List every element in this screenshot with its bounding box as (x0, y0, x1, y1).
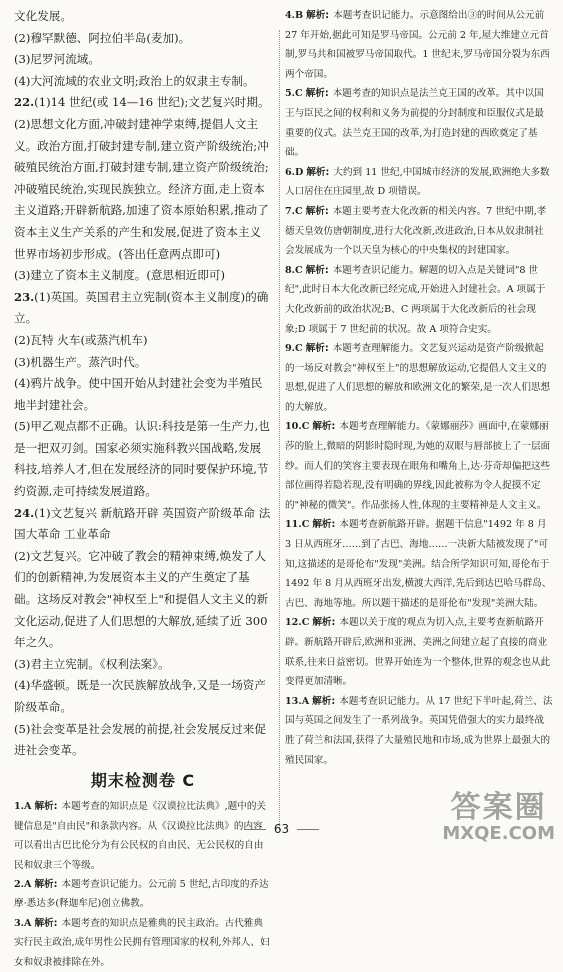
question-number: 2. (14, 879, 25, 890)
answer-text: (4)华盛顿。既是一次民族解放战争,又是一场资产阶级革命。 (14, 678, 266, 714)
analysis-label: 解析: (312, 695, 336, 707)
answer-text: (2)文艺复兴。它冲破了教会的精神束缚,焕发了人们的创新精神,为发展资本主义的产生奠定了基础。这场反对教会"神权至上"和提倡人文主义的新文化运动,促进了人们思想的大解放,延续了近 300 年之久。 (14, 548, 269, 650)
answer-letter: B (295, 10, 304, 21)
analysis-text: 大约到 11 世纪,中国城市经济的发展,欧洲绝大多数人口居住在庄园里,故 D 项错误。 (285, 166, 550, 198)
answer-text: (3)建立了资本主义制度。(意思相近即可) (14, 268, 225, 283)
answer-text: (5)甲乙观点都不正确。认识:科技是第一生产力,也是一把双刃剑。国家必须实施科教兴国战略,发展科技,培养人才,但在发展经济的同时要保护环境,节约资源,走可持续发展道路。 (14, 419, 270, 499)
answer-text: (1)文艺复兴 新航路开辟 英国资产阶级革命 法国大革命 工业革命 (14, 505, 271, 542)
answer-item (285, 339, 553, 417)
analysis-label: 解析: (305, 343, 329, 355)
analysis-text: 本题考查识记能力。从 17 世纪下半叶起,荷兰、法国与英国之间发生了一系列战争。英国凭借强大的实力最终战胜了荷兰和法国,获得了大量殖民地和市场,成为世界上最强大的殖民国家。 (285, 695, 553, 766)
right-column (285, 6, 553, 770)
answer-letter: C (301, 617, 310, 629)
analysis-label: 解析: (312, 617, 336, 629)
footer-rule (297, 829, 319, 830)
answer-letter: C (301, 421, 310, 433)
answer-text: (2)思想文化方面,冲破封建神学束缚,提倡人文主义。政治方面,打破封建专制,建立资产阶级统治;冲破殖民统治方面,打破封建专制,建立资产阶级统治;冲破殖民统治,实现民族独立。经济方面,走上资本主义道路;开辟新航路,加速了资本原始积累,推动了资本主义生产关系的产生和发展,促进了资本主义世界市场初步形成。(答出任意两点即可) (14, 116, 269, 261)
question-number: 8. (285, 264, 296, 276)
answer-item (285, 692, 553, 770)
question-number: 22. (14, 95, 35, 110)
question-number: 9. (285, 343, 296, 355)
answer-text: (3)君主立宪制。《权利法案》。 (14, 656, 170, 671)
answer-item (285, 202, 553, 261)
answer-item (285, 417, 553, 515)
answer-item (14, 875, 272, 914)
watermark-url: MXQE.COM (442, 823, 555, 844)
question-number: 11. (285, 519, 302, 531)
column-divider (279, 30, 280, 830)
answer-letter: C (301, 519, 310, 531)
question-23 (14, 287, 272, 330)
question-number: 5. (285, 88, 296, 100)
answer-letter: C (295, 88, 303, 100)
answer-item (285, 84, 553, 162)
question-24 (14, 503, 272, 546)
watermark-text: 答案圈 (450, 790, 547, 825)
question-number: 6. (285, 166, 296, 178)
answer-item (14, 797, 272, 875)
question-number: 13. (285, 695, 302, 707)
analysis-text: 本题考查的知识点是雅典的民主政治。古代雅典实行民主政治,成年男性公民拥有管理国家的权利,外邦人、妇女和奴隶被排除在外。 (14, 917, 270, 968)
analysis-label: 解析: (305, 205, 329, 217)
analysis-label: 解析: (305, 264, 329, 276)
analysis-label: 解析: (305, 88, 329, 100)
analysis-text: 本题考查新航路开辟。据题干信息"1492 年 8 月 3 日从西班牙……到了古巴、海地……一决新大陆被发现了"可知,这描述的是哥伦布"发现"美洲。结合所学知识可知,哥伦布于 1492 年 8 月从西班牙出发,横渡大西洋,先后到达巴哈马群岛、古巴、海地等地。所以题干描述的是哥伦布"发现"美洲大陆。 (285, 519, 552, 609)
question-number: 1. (14, 801, 25, 813)
footer-rule (244, 829, 266, 830)
answer-item (285, 6, 553, 84)
answer-text: (4)鸦片战争。使中国开始从封建社会变为半殖民地半封建社会。 (14, 376, 263, 412)
analysis-label: 解析: (312, 519, 336, 531)
analysis-text: 本题考查识记能力。公元前 5 世纪,古印度的乔达摩·悉达多(释迦牟尼)创立佛教。 (14, 879, 269, 910)
answer-item (285, 515, 553, 613)
page-number: 63 (273, 822, 290, 836)
answer-text: (2)瓦特 火车(或蒸汽机车) (14, 332, 148, 347)
question-number: 7. (285, 205, 296, 217)
analysis-text: 本题以关于度的观点为切入点,主要考查新航路开辟。新航路开辟后,欧洲和亚洲、美洲之间建立起了直接的商业联系,往来日益密切。世界开始连为一个整体,世界的观念也从此变得更加清晰。 (285, 617, 551, 688)
analysis-text: 本题考查的知识点是《汉谟拉比法典》,题中的关键信息是"自由民"和条款内容。从《汉谟拉比法典》的内容可以看出古巴比伦分为有公民权的自由民、无公民权的自由民和奴隶三个等级。 (14, 801, 267, 871)
watermark-logo (442, 792, 555, 844)
analysis-label: 解析: (306, 166, 330, 178)
answer-text: 文化发展。 (14, 9, 72, 23)
answer-text: (5)社会变革是社会发展的前提,社会发展反过来促进社会变革。 (14, 721, 266, 758)
question-number: 23. (14, 289, 35, 304)
answer-text: (3)尼罗河流域。 (14, 52, 100, 67)
answer-text: (2)穆罕默德、阿拉伯半岛(麦加)。 (14, 30, 191, 45)
answer-text: (1)14 世纪(或 14—16 世纪);文艺复兴时期。 (34, 95, 270, 110)
answer-letter: C (295, 343, 303, 355)
analysis-text: 本题考查理解能力。《蒙娜丽莎》画面中,在蒙娜丽莎的脸上,微暗的阴影时隐时现,为她的双眼与唇部披上了一层面纱。而人们的笑容主要表现在眼角和嘴角上,达·芬奇却偏把这些部位画得若隐若现,没有明确的界线,因此被称为令人捉摸不定的"神秘的微笑"。作品张扬人性,体现的主要精神是人文主义。 (285, 421, 551, 511)
answer-letter: A (24, 801, 32, 813)
analysis-label: 解析: (34, 917, 58, 929)
analysis-text: 本题考查识记能力。示意图给出③的时间从公元前 27 年开始,据此可知是罗马帝国。公元前 2 年,屋大维建立元首制,罗马共和国被罗马帝国取代。1 世纪末,罗马帝国分裂为东西两个帝国。 (285, 10, 550, 80)
answer-text: (4)大河流域的农业文明;政治上的奴隶主专制。 (14, 73, 255, 88)
analysis-text: 本题主要考查大化改新的相关内容。7 世纪中期,孝德天皇效仿唐朝制度,进行大化改新,改进政治,日本从奴隶制社会发展成为一个以天皇为核心的中央集权的封建国家。 (285, 205, 547, 257)
analysis-text: 本题考查理解能力。文艺复兴运动是资产阶级掀起的一场反对教会"神权至上"的思想解放运动,它提倡人文主义的思想,促进了人们思想的解放和欧洲文化的繁荣,是一次人们思想的大解放。 (285, 343, 551, 413)
section-title: 期末检测卷 C (90, 770, 196, 790)
analysis-label: 解析: (306, 10, 330, 21)
answer-letter: C (295, 264, 303, 276)
answer-letter: A (24, 879, 32, 890)
analysis-text: 本题考查的知识点是法兰克王国的改革。其中以国王与臣民之间的权利和义务为前提的分封制度和臣服仪式是最重要的仪式。法兰克王国的改革,为打造封建的西欧奠定了基础。 (285, 88, 545, 159)
answer-item (285, 613, 553, 691)
analysis-label: 解析: (312, 421, 336, 433)
answer-text: (1)英国。英国君主立宪制(资本主义制度)的确立。 (14, 289, 269, 326)
question-number: 12. (285, 617, 302, 629)
answer-letter: A (301, 695, 310, 707)
answer-letter: A (24, 917, 32, 929)
answer-item (14, 914, 272, 972)
question-number: 24. (14, 505, 35, 520)
answer-item (285, 163, 553, 202)
analysis-label: 解析: (34, 801, 58, 813)
answer-item (285, 261, 553, 339)
answer-letter: C (295, 205, 303, 217)
question-number: 10. (285, 421, 302, 433)
question-number: 4. (285, 10, 296, 21)
answer-letter: D (295, 166, 304, 178)
analysis-text: 本题考查识记能力。解题的切入点是关键词"8 世纪",此时日本大化改新已经完成,开始进入封建社会。A 项属于大化改新前的政治状况;B、C 两项属于大化改新后的社会现象;D 项属于 7 世纪前的状况。故 A 项符合史实。 (285, 264, 546, 335)
answer-text: (3)机器生产。蒸汽时代。 (14, 354, 147, 369)
analysis-label: 解析: (34, 879, 58, 890)
question-number: 3. (14, 917, 25, 929)
question-22 (14, 92, 272, 114)
